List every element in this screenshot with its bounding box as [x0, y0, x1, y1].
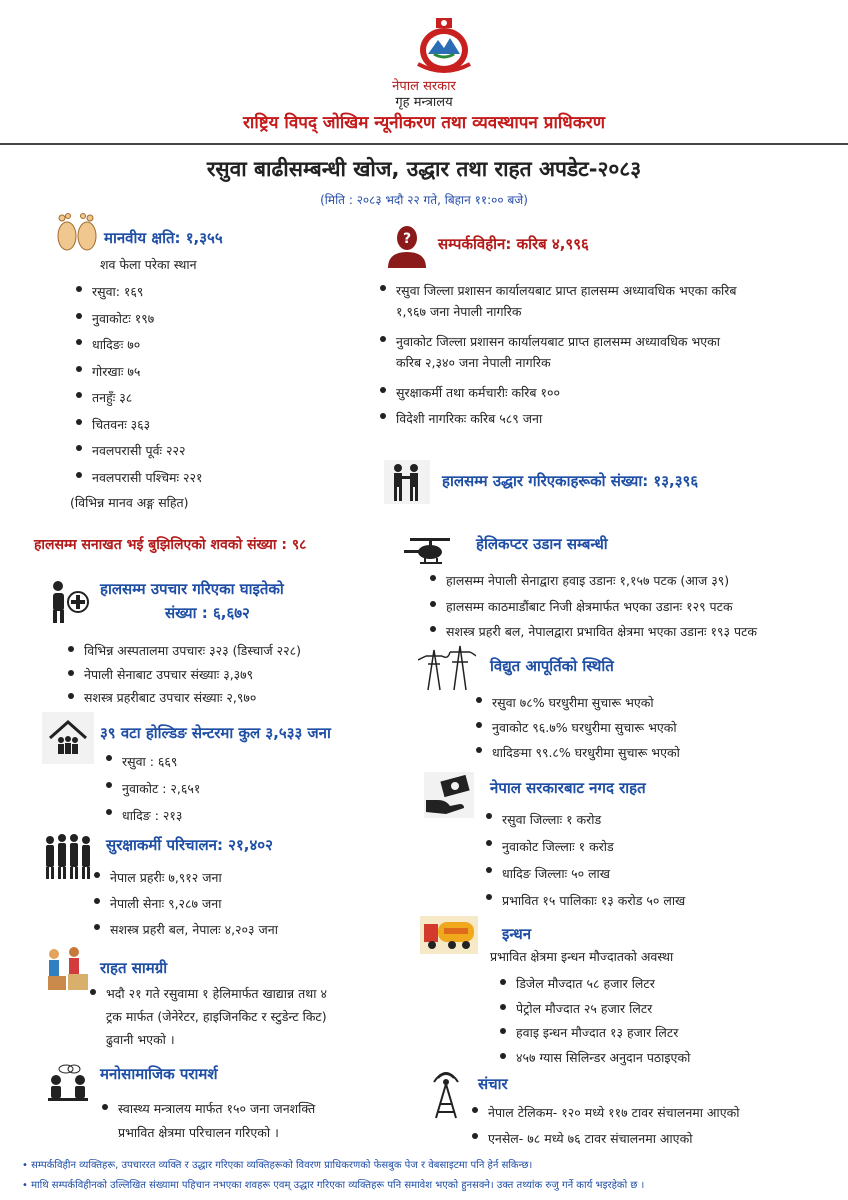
svg-text:?: ? [402, 231, 412, 247]
list-item: प्रभावित १५ पालिकाः १३ करोड ५० लाख [484, 887, 685, 914]
footprints-icon [52, 206, 102, 252]
security-list [92, 865, 278, 943]
list-item: नवलपरासी पश्चिमः २२१ [74, 465, 203, 492]
missing-line: करिब २,३४० जना नेपाली नागरिक [396, 355, 551, 370]
national-emblem-icon [410, 14, 478, 76]
rescued-heading: हालसम्म उद्धार गरिएकाहरूको संख्या: १३,३९६ [442, 472, 699, 490]
page-title: रसुवा बाढीसम्बन्धी खोज, उद्धार तथा राहत अपडेट-२०८३ [206, 157, 642, 181]
list-item: धादिङ जिल्लाः ५० लाख [484, 860, 685, 887]
government-label: नेपाल सरकार [392, 79, 456, 94]
holding-heading: ३९ वटा होल्डिङ सेन्टरमा कुल ३,५३३ जना [100, 724, 331, 742]
fuel-tanker-icon [420, 916, 478, 954]
footnote: • माथि सम्पर्कविहीनको उल्लिखित संख्यामा पहिचान नभएका शवहरू एवम् उद्धार गरिएका व्यक्तिहरू पनि समावेश भएको हुनसक्ने। उक्त तथ्यांक रुजु गर्ने कार्य भइरहेको छ । [22, 1180, 645, 1191]
list-item: हवाइ इन्धन मौज्दात १३ हजार लिटर [498, 1021, 690, 1046]
relief-goods-icon [44, 946, 92, 992]
list-item: हालसम्म नेपाली सेनाद्वारा हवाइ उडानः १,१५७ पटक (आज ३९) [428, 568, 757, 594]
cash-hand-icon [424, 772, 474, 818]
list-item: धादिङमा ९९.८% घरधुरीमा सुचारू भएको [474, 740, 680, 765]
list-item: नुवाकोट जिल्ला प्रशासन कार्यालयबाट प्राप्त हालसम्म अध्यावधिक भएका [378, 329, 720, 355]
list-item: नुवाकोट जिल्लाः १ करोड [484, 833, 685, 860]
holding-list [104, 748, 200, 829]
ministry-label: गृह मन्त्रालय [395, 95, 453, 110]
cash-heading: नेपाल सरकारबाट नगद राहत [490, 779, 646, 797]
identified-bodies: हालसम्म सनाखत भई बुझिलिएको शवको संख्या : ९८ [34, 537, 307, 553]
missing-person-icon [384, 222, 430, 268]
shelter-icon [42, 712, 94, 764]
list-item: हालसम्म काठमाडौंबाट निजी क्षेत्रमार्फत भएका उडानः १२९ पटक [428, 594, 757, 620]
list-item: चितवनः ३६३ [74, 412, 203, 439]
helicopter-heading: हेलिकप्टर उडान सम्बन्धी [476, 535, 608, 553]
missing-heading: सम्पर्कविहीन: करिब ४,९९६ [438, 235, 589, 253]
psycho-heading: मनोसामाजिक परामर्श [100, 1065, 218, 1083]
comm-list [470, 1100, 739, 1152]
list-item: नुवाकोट : २,६५१ [104, 775, 200, 802]
electricity-list [474, 690, 680, 765]
telecom-tower-icon [426, 1072, 466, 1120]
list-item: नवलपरासी पूर्वः २२२ [74, 438, 203, 465]
injured-person-icon [44, 580, 90, 624]
missing-list-2 [378, 329, 720, 355]
list-item: रसुवा: १६९ [74, 279, 203, 306]
list-item: एनसेल- ७८ मध्ये ७६ टावर संचालनमा आएको [470, 1126, 739, 1152]
list-item: पेट्रोल मौज्दात २५ हजार लिटर [498, 997, 690, 1022]
relief-line-2: ट्रक मार्फत (जेनेरेटर, हाइजिनकिट र स्टुडेन्ट किट) [106, 1009, 327, 1024]
list-item: डिजेल मौज्दात ५८ हजार लिटर [498, 972, 690, 997]
missing-list [378, 278, 737, 304]
list-item: धादिङः ७० [74, 332, 203, 359]
list-item: नेपाल प्रहरीः ७,९१२ जना [92, 865, 278, 891]
security-forces-icon [42, 832, 96, 880]
helicopter-list [428, 568, 757, 645]
footnote-text: माथि सम्पर्कविहीनको उल्लिखित संख्यामा पहिचान नभएका शवहरू एवम् उद्धार गरिएका व्यक्तिहरू पनि समावेश भएको हुनसक्ने। उक्त तथ्यांक रुजु गर्ने कार्य भइरहेको छ । [31, 1180, 645, 1191]
cash-list [484, 806, 685, 914]
casualty-list [74, 279, 203, 491]
list-item: नेपाल टेलिकम- १२० मध्ये ११७ टावर संचालनमा आएको [470, 1100, 739, 1126]
list-item: नेपाली सेनाबाट उपचार संख्याः ३,३७९ [66, 663, 301, 687]
authority-name: राष्ट्रिय विपद् जोखिम न्यूनीकरण तथा व्यवस्थापन प्राधिकरण [242, 113, 606, 133]
list-item: नुवाकोट ९६.७% घरधुरीमा सुचारू भएको [474, 715, 680, 740]
list-item: स्वास्थ्य मन्त्रालय मार्फत १५० जना जनशक्ति [100, 1097, 315, 1121]
list-item: रसुवा ७८% घरधुरीमा सुचारू भएको [474, 690, 680, 715]
list-item: सशस्त्र प्रहरी बल, नेपालः ४,२०३ जना [92, 917, 278, 943]
list-item: रसुवा : ६६९ [104, 748, 200, 775]
list-item: सुरक्षाकर्मी तथा कर्मचारीः करिब १०० [378, 380, 560, 406]
list-item: गोरखाः ७५ [74, 359, 203, 386]
helicopter-icon [404, 534, 456, 570]
list-item: तनहुँः ३८ [74, 385, 203, 412]
list-item: रसुवा जिल्ला प्रशासन कार्यालयबाट प्राप्त हालसम्म अध्यावधिक भएका करिब [378, 278, 737, 304]
list-item: नुवाकोटः १९७ [74, 306, 203, 333]
relief-heading: राहत सामग्री [100, 959, 168, 977]
fuel-list [498, 972, 690, 1070]
power-tower-icon [418, 642, 476, 692]
list-item: धादिङ : २१३ [104, 802, 200, 829]
report-date: (मिति : २०८३ भदौ २२ गते, बिहान ११:०० बजे) [320, 193, 528, 207]
psycho-list [100, 1097, 315, 1121]
list-item: रसुवा जिल्लाः १ करोड [484, 806, 685, 833]
list-item: सशस्त्र प्रहरी बल, नेपालद्वारा प्रभावित क्षेत्रमा भएका उडानः १९३ पटक [428, 619, 757, 645]
casualty-subheading: शव फेला परेका स्थान [100, 257, 197, 272]
footnote-text: सम्पर्कविहीन व्यक्तिहरू, उपचाररत व्यक्ति र उद्धार गरिएका व्यक्तिहरूको विवरण प्राधिकरणको फेसबुक पेज र वेबसाइटमा पनि हेर्न सकिन्छ। [31, 1160, 533, 1171]
treated-list [66, 639, 301, 710]
missing-line: १,९६७ जना नेपाली नागरिक [396, 304, 522, 319]
fuel-heading: इन्धन [502, 925, 532, 943]
footnote: • सम्पर्कविहीन व्यक्तिहरू, उपचाररत व्यक्ति र उद्धार गरिएका व्यक्तिहरूको विवरण प्राधिकरणको फेसबुक पेज र वेबसाइटमा पनि हेर्न सकिन्छ। [22, 1160, 533, 1171]
list-item: नेपाली सेनाः ९,२८७ जना [92, 891, 278, 917]
relief-list [88, 982, 327, 1005]
psycho-line-2: प्रभावित क्षेत्रमा परिचालन गरिएको । [118, 1125, 279, 1140]
casualty-note: (विभिन्न मानव अङ्ग सहित) [70, 495, 189, 510]
security-heading: सुरक्षाकर्मी परिचालन: २१,४०२ [106, 836, 273, 854]
treated-heading: हालसम्म उपचार गरिएका घाइतेको [100, 580, 284, 598]
list-item: विभिन्न अस्पतालमा उपचारः ३२३ (डिस्चार्ज २२८) [66, 639, 301, 663]
missing-list-3 [378, 380, 560, 431]
list-item: सशस्त्र प्रहरीबाट उपचार संख्याः २,९७० [66, 686, 301, 710]
rescue-icon [384, 460, 430, 504]
casualty-heading: मानवीय क्षति: १,३५५ [104, 229, 223, 247]
electricity-heading: विद्युत आपूर्तिको स्थिति [490, 657, 614, 675]
relief-line-3: ढुवानी भएको । [106, 1032, 175, 1047]
header-divider [0, 143, 848, 145]
list-item: विदेशी नागरिकः करिब ५८९ जना [378, 406, 560, 432]
comm-heading: संचार [478, 1075, 508, 1093]
treated-count: संख्या : ६,६७२ [165, 604, 250, 622]
fuel-subheading: प्रभावित क्षेत्रमा इन्धन मौज्दातको अवस्था [490, 949, 674, 964]
list-item: ४५७ ग्यास सिलिन्डर अनुदान पठाइएको [498, 1046, 690, 1071]
counselling-icon [44, 1064, 92, 1110]
list-item: भदौ २१ गते रसुवामा १ हेलिमार्फत खाद्यान्न तथा ४ [88, 982, 327, 1005]
